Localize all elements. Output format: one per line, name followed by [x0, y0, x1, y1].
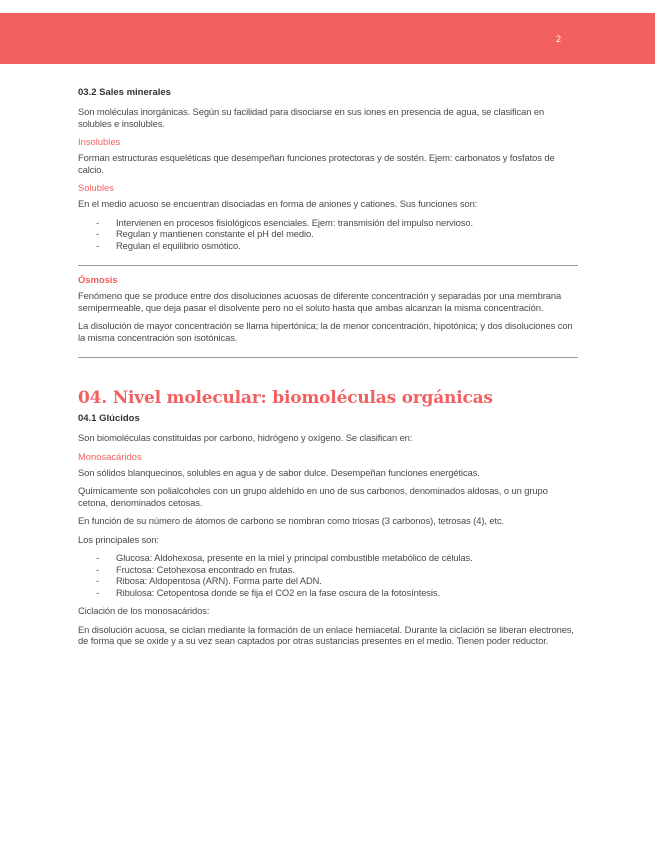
solubles-label: Solubles: [78, 182, 114, 193]
section-heading-biomoleculas: 04. Nivel molecular: biomoléculas orgánicas: [78, 388, 493, 408]
monosacaridos-text-1: Son sólidos blanquecinos, solubles en agua y de sabor dulce. Desempeñan funciones energéticas.: [78, 466, 480, 478]
monosacaridos-text-3: En función de su número de átomos de carbono se nombran como triosas (3 carbonos), tetrosas (4), etc.: [78, 515, 505, 526]
sales-minerales-intro: Son moléculas inorgánicas. Según su facilidad para disociarse en sus iones en presencia de agua, se clasifican en solubles e insolubles.: [78, 106, 545, 129]
list-item: - Regulan el equilibrio osmótico.: [96, 240, 578, 252]
header-band: [0, 13, 655, 64]
ciclacion-text: En disolución acuosa, se ciclan mediante la formación de un enlace hemiacetal. Durante la ciclación se liberan electrones, de forma que se oxide y a su vez sean captados por otras sustancias presentes en el medio. Tienen poder reductor.: [78, 623, 574, 646]
section-heading-glucidos: 04.1 Glúcidos: [78, 413, 140, 424]
monosacaridos-text-2: Químicamente son polialcoholes con un grupo aldehído en uno de sus carbonos, denominados aldosas, o un grupo cetona, denominados cetosas.: [78, 485, 548, 508]
section-heading-sales-minerales: 03.2 Sales minerales: [78, 87, 171, 98]
list-item: - Intervienen en procesos fisiológicos esenciales. Ejem: transmisión del impulso nervioso.: [96, 217, 578, 229]
osmosis-text-2: La disolución de mayor concentración se llama hipertónica; la de menor concentración, hipotónica; y dos disoluciones con la misma concentración son isotónicas.: [78, 320, 573, 343]
divider: [78, 357, 578, 358]
solubles-list: [96, 217, 578, 252]
principales-list: [96, 552, 578, 598]
list-item: - Regulan y mantienen constante el pH del medio.: [96, 228, 578, 240]
solubles-text: En el medio acuoso se encuentran disociadas en forma de aniones y cationes. Sus funciones son:: [78, 198, 478, 209]
list-item: - Glucosa: Aldohexosa, presente en la miel y principal combustible metabólico de células.: [96, 552, 578, 564]
principales-label: Los principales son:: [78, 533, 159, 545]
monosacaridos-label: Monosacáridos: [78, 450, 142, 462]
divider: [78, 265, 578, 266]
insolubles-label: Insolubles: [78, 136, 121, 147]
insolubles-text: Forman estructuras esqueléticas que desempeñan funciones protectoras y de sostén. Ejem: carbonatos y fosfatos de calcio.: [78, 152, 555, 175]
page-number: 2: [555, 34, 561, 44]
osmosis-text-1: Fenómeno que se produce entre dos disoluciones acuosas de diferente concentración y separadas por una membrana semipermeable, que deja pasar el disolvente pero no el soluto hasta que ambas alcanzan la misma concentración.: [78, 290, 562, 313]
glucidos-intro: Son biomoléculas constituidas por carbono, hidrógeno y oxígeno. Se clasifican en:: [78, 432, 413, 443]
osmosis-label: Ósmosis: [78, 274, 118, 285]
list-item: - Ribosa: Aldopentosa (ARN). Forma parte del ADN.: [96, 575, 578, 587]
list-item: - Fructosa: Cetohexosa encontrado en frutas.: [96, 564, 578, 576]
page-content: [78, 87, 578, 654]
ciclacion-label: Ciclación de los monosacáridos:: [78, 605, 210, 616]
list-item: - Ribulosa: Cetopentosa donde se fija el CO2 en la fase oscura de la fotosíntesis.: [96, 587, 578, 599]
